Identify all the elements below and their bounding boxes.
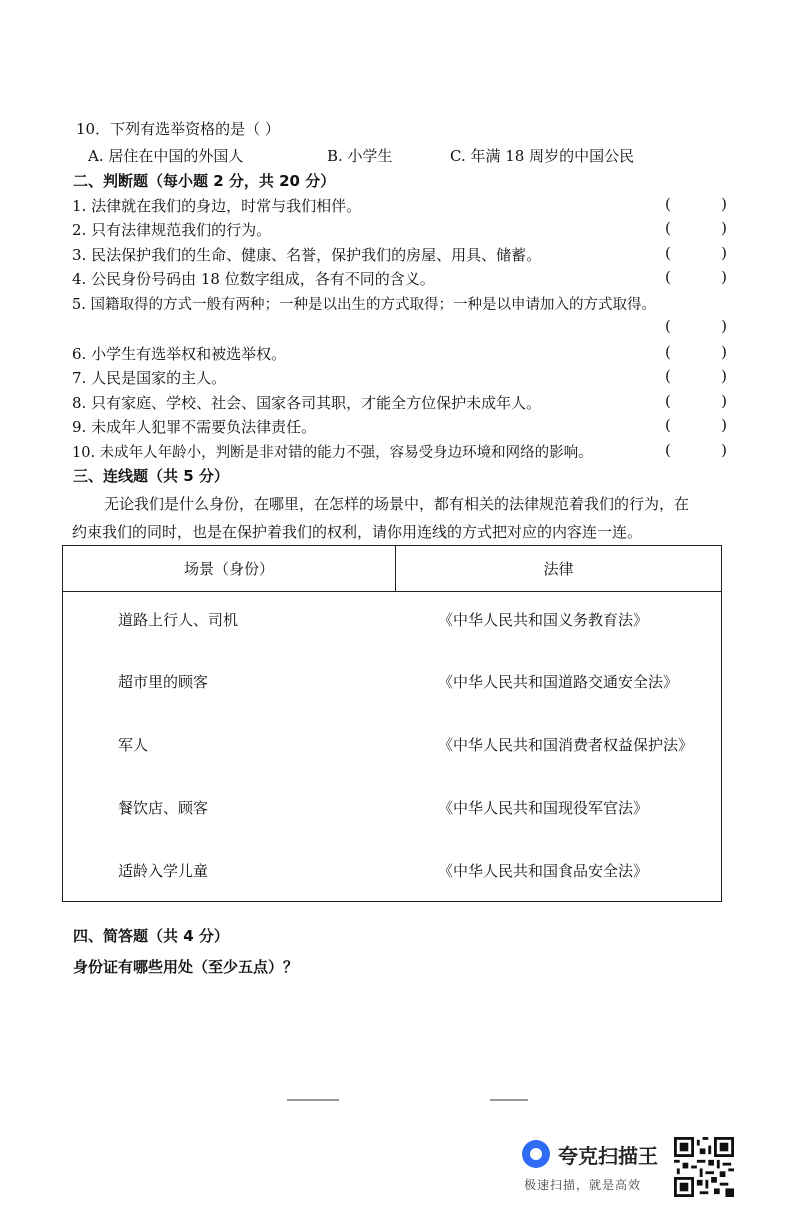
judge-item-10: 10. 未成年人年龄小，判断是非对错的能力不强，容易受身边环境和网络的影响。: [72, 445, 593, 461]
judge-item-1: 1. 法律就在我们的身边，时常与我们相伴。: [72, 197, 362, 215]
footer-fragment: [490, 1099, 528, 1101]
answer-paren-1[interactable]: ( ): [665, 195, 727, 213]
scanner-watermark: [522, 1138, 672, 1198]
question-10-option-a: A. 居住在中国的外国人: [88, 147, 244, 165]
section-4-question: 身份证有哪些用处（至少五点）？: [73, 958, 299, 976]
question-10-option-c: C. 年满 18 周岁的中国公民: [450, 147, 635, 165]
answer-paren-9[interactable]: ( ): [665, 416, 727, 434]
judge-item-3: 3. 民法保护我们的生命、健康、名誉，保护我们的房屋、用具、储蓄。: [72, 246, 542, 264]
question-10-option-b: B. 小学生: [327, 147, 393, 165]
law-item[interactable]: 《中华人民共和国现役军官法》: [438, 799, 649, 817]
table-header-law: 法律: [396, 546, 722, 592]
answer-paren-8[interactable]: ( ): [665, 392, 727, 410]
answer-paren-2[interactable]: ( ): [665, 219, 727, 237]
scene-item[interactable]: 超市里的顾客: [118, 673, 209, 691]
footer-fragment: [287, 1099, 339, 1101]
answer-paren-7[interactable]: ( ): [665, 367, 727, 385]
section-3-title: 三、连线题（共 5 分）: [73, 467, 229, 485]
law-item[interactable]: 《中华人民共和国食品安全法》: [438, 862, 649, 880]
table-header-scene: 场景（身份）: [63, 546, 396, 592]
question-10-stem: 10．下列有选举资格的是（ ）: [76, 120, 280, 138]
matching-table: [62, 545, 722, 902]
judge-item-4: 4. 公民身份号码由 18 位数字组成，各有不同的含义。: [72, 270, 435, 288]
answer-paren-5[interactable]: ( ): [665, 317, 727, 335]
section-3-intro-line-1: 无论我们是什么身份，在哪里，在怎样的场景中，都有相关的法律规范着我们的行为，在: [104, 495, 690, 513]
law-item[interactable]: 《中华人民共和国消费者权益保护法》: [438, 736, 694, 754]
section-4-title: 四、简答题（共 4 分）: [73, 927, 229, 945]
answer-paren-4[interactable]: ( ): [665, 268, 727, 286]
answer-paren-3[interactable]: ( ): [665, 244, 727, 262]
judge-item-7: 7. 人民是国家的主人。: [72, 369, 227, 387]
judge-item-9: 9. 未成年人犯罪不需要负法律责任。: [72, 418, 317, 436]
scene-item[interactable]: 军人: [118, 736, 149, 754]
scene-item[interactable]: 道路上行人、司机: [118, 611, 239, 629]
answer-paren-10[interactable]: ( ): [665, 441, 727, 459]
qr-code-icon: [674, 1137, 734, 1197]
law-item[interactable]: 《中华人民共和国道路交通安全法》: [438, 673, 679, 691]
watermark-brand: 夸克扫描王: [558, 1144, 658, 1168]
judge-item-2: 2. 只有法律规范我们的行为。: [72, 221, 272, 239]
law-item[interactable]: 《中华人民共和国义务教育法》: [438, 611, 649, 629]
judge-item-8: 8. 只有家庭、学校、社会、国家各司其职，才能全方位保护未成年人。: [72, 394, 542, 412]
scene-item[interactable]: 餐饮店、顾客: [118, 799, 209, 817]
judge-item-6: 6. 小学生有选举权和被选举权。: [72, 345, 287, 363]
judge-item-5: 5. 国籍取得的方式一般有两种；一种是以出生的方式取得；一种是以申请加入的方式取得。: [72, 297, 656, 313]
section-2-title: 二、判断题（每小题 2 分，共 20 分）: [73, 172, 336, 190]
watermark-slogan: 极速扫描，就是高效: [524, 1178, 642, 1192]
answer-paren-6[interactable]: ( ): [665, 343, 727, 361]
quark-logo-icon: [522, 1140, 550, 1168]
section-3-intro-line-2: 约束我们的同时，也是在保护着我们的权利，请你用连线的方式把对应的内容连一连。: [72, 523, 643, 541]
scene-item[interactable]: 适龄入学儿童: [118, 862, 209, 880]
